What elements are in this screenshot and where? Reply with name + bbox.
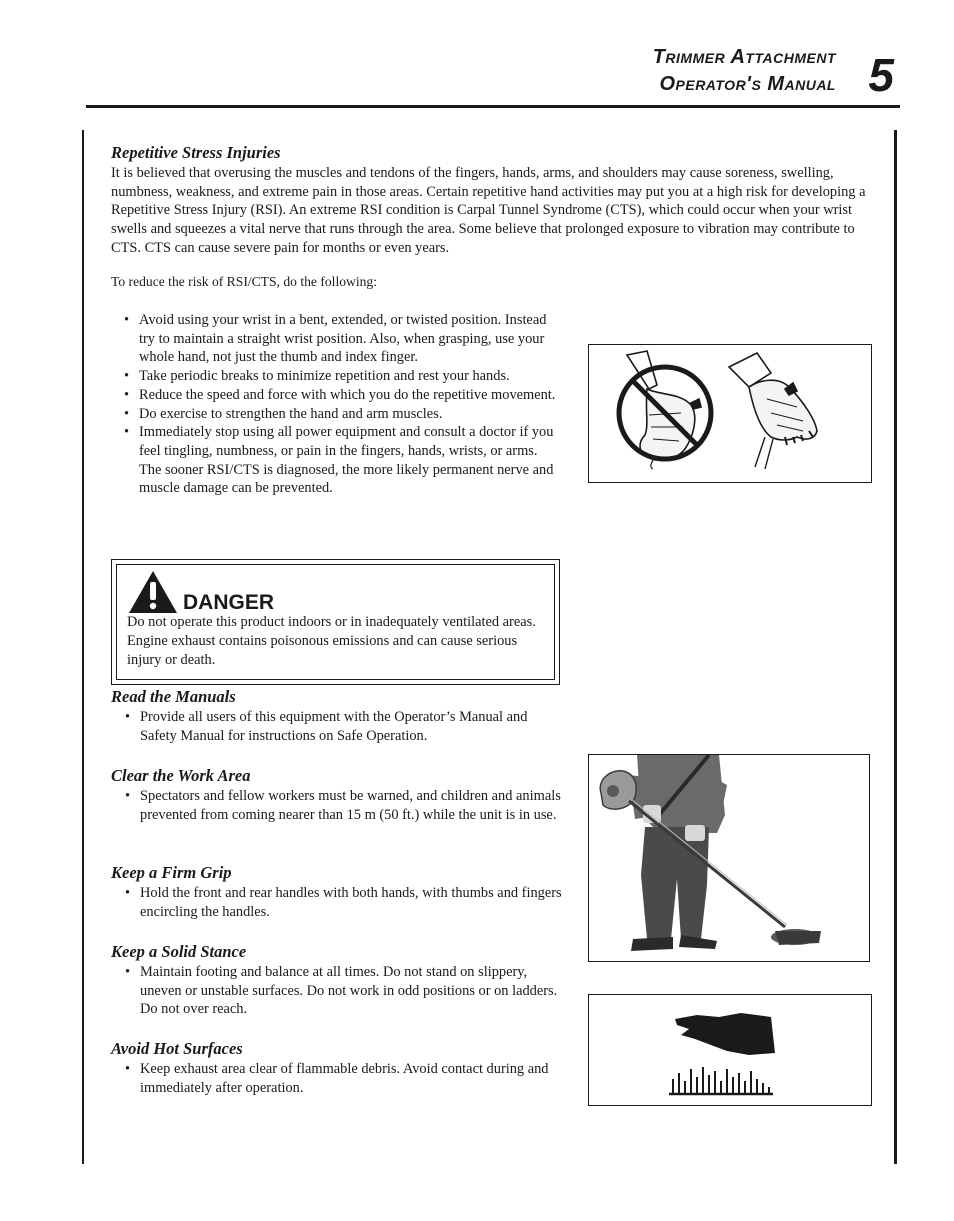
wrist-position-illustration [588,344,872,483]
list-item: • Provide all users of this equipment with the Operator’s Manual and Safety Manual for instructions on Safe Operation. [123,708,563,745]
clear-work-area-list [123,787,563,824]
hot-surface-hand-icon [675,1013,775,1055]
trimmer-operator-photo [588,754,870,962]
list-item: • Immediately stop using all power equipment and consult a doctor if you feel tingling, numbness, or pain in the fingers, hands, wrists, or arms. The sooner RSI/CTS is diagnosed, the more likely permanent nerve and muscle damage can be prevented. [122,423,562,498]
list-item: • Spectators and fellow workers must be warned, and children and animals prevented from coming nearer than 15 m (50 ft.) while the unit is in use. [123,787,563,824]
list-item: • Maintain footing and balance at all times. Do not stand on slippery, uneven or unstable surfaces. Do not work in odd positions or on ladders. Do not over reach. [123,963,563,1019]
list-item: • Keep exhaust area clear of flammable debris. Avoid contact during and immediately after operation. [123,1060,563,1097]
page-number: 5 [868,49,894,101]
clear-work-area-heading: Clear the Work Area [111,766,251,785]
list-item: • Reduce the speed and force with which you do the repetitive movement. [122,386,562,405]
danger-text: Do not operate this product indoors or in inadequately ventilated areas. Engine exhaust contains poisonous emissions and can cause serious injury or death. [127,614,536,668]
list-item: • Hold the front and rear handles with both hands, with thumbs and fingers encircling the handles. [123,884,563,921]
operator-figure-icon [600,755,821,951]
hot-surfaces-list [123,1060,563,1097]
read-manuals-heading: Read the Manuals [111,687,236,706]
heat-waves-icon [669,1067,773,1094]
right-margin-bar [894,130,897,1164]
rsi-bullet-list [122,311,562,498]
left-margin-bar [82,130,84,1164]
danger-callout-inner [116,564,555,680]
warning-triangle-icon [127,569,179,615]
hot-surfaces-heading: Avoid Hot Surfaces [111,1039,243,1058]
manual-title-line1: Trimmer Attachment [652,46,836,68]
solid-stance-heading: Keep a Solid Stance [111,942,247,961]
list-item: • Avoid using your wrist in a bent, extended, or twisted position. Instead try to maintain a straight wrist position. Also, when grasping, use your whole hand, not just the thumb and index finger. [122,311,562,367]
danger-title: DANGER [183,591,275,614]
list-item: • Take periodic breaks to minimize repetition and rest your hands. [122,367,562,386]
rsi-intro: To reduce the risk of RSI/CTS, do the following: [111,274,377,289]
firm-grip-list [123,884,563,921]
rsi-heading: Repetitive Stress Injuries [111,143,281,162]
rsi-paragraph: It is believed that overusing the muscles and tendons of the fingers, hands, arms, and shoulders may cause soreness, swelling, numbness, weakness, and extreme pain in those areas. Certain repetitive hand activities may put you at a high risk for developing a Repetitive Stress Injury (RSI). An extreme RSI condition is Carpal Tunnel Syndrome (CTS), which could occur when your wrist swells and squeezes a vital nerve that runs through the area. Some believe that prolonged exposure to vibration may contribute to CTS. CTS can cause severe pain for months or even years. [111,165,866,256]
solid-stance-list [123,963,563,1019]
header-rule [86,105,900,108]
manual-title-line2: Operator's Manual [659,73,836,95]
danger-callout [111,559,560,685]
list-item: • Do exercise to strengthen the hand and arm muscles. [122,405,562,424]
page-header [652,44,896,101]
read-manuals-list [123,708,563,745]
hot-surface-illustration [588,994,872,1106]
straight-wrist-hand-icon [729,353,817,469]
firm-grip-heading: Keep a Firm Grip [111,863,232,882]
